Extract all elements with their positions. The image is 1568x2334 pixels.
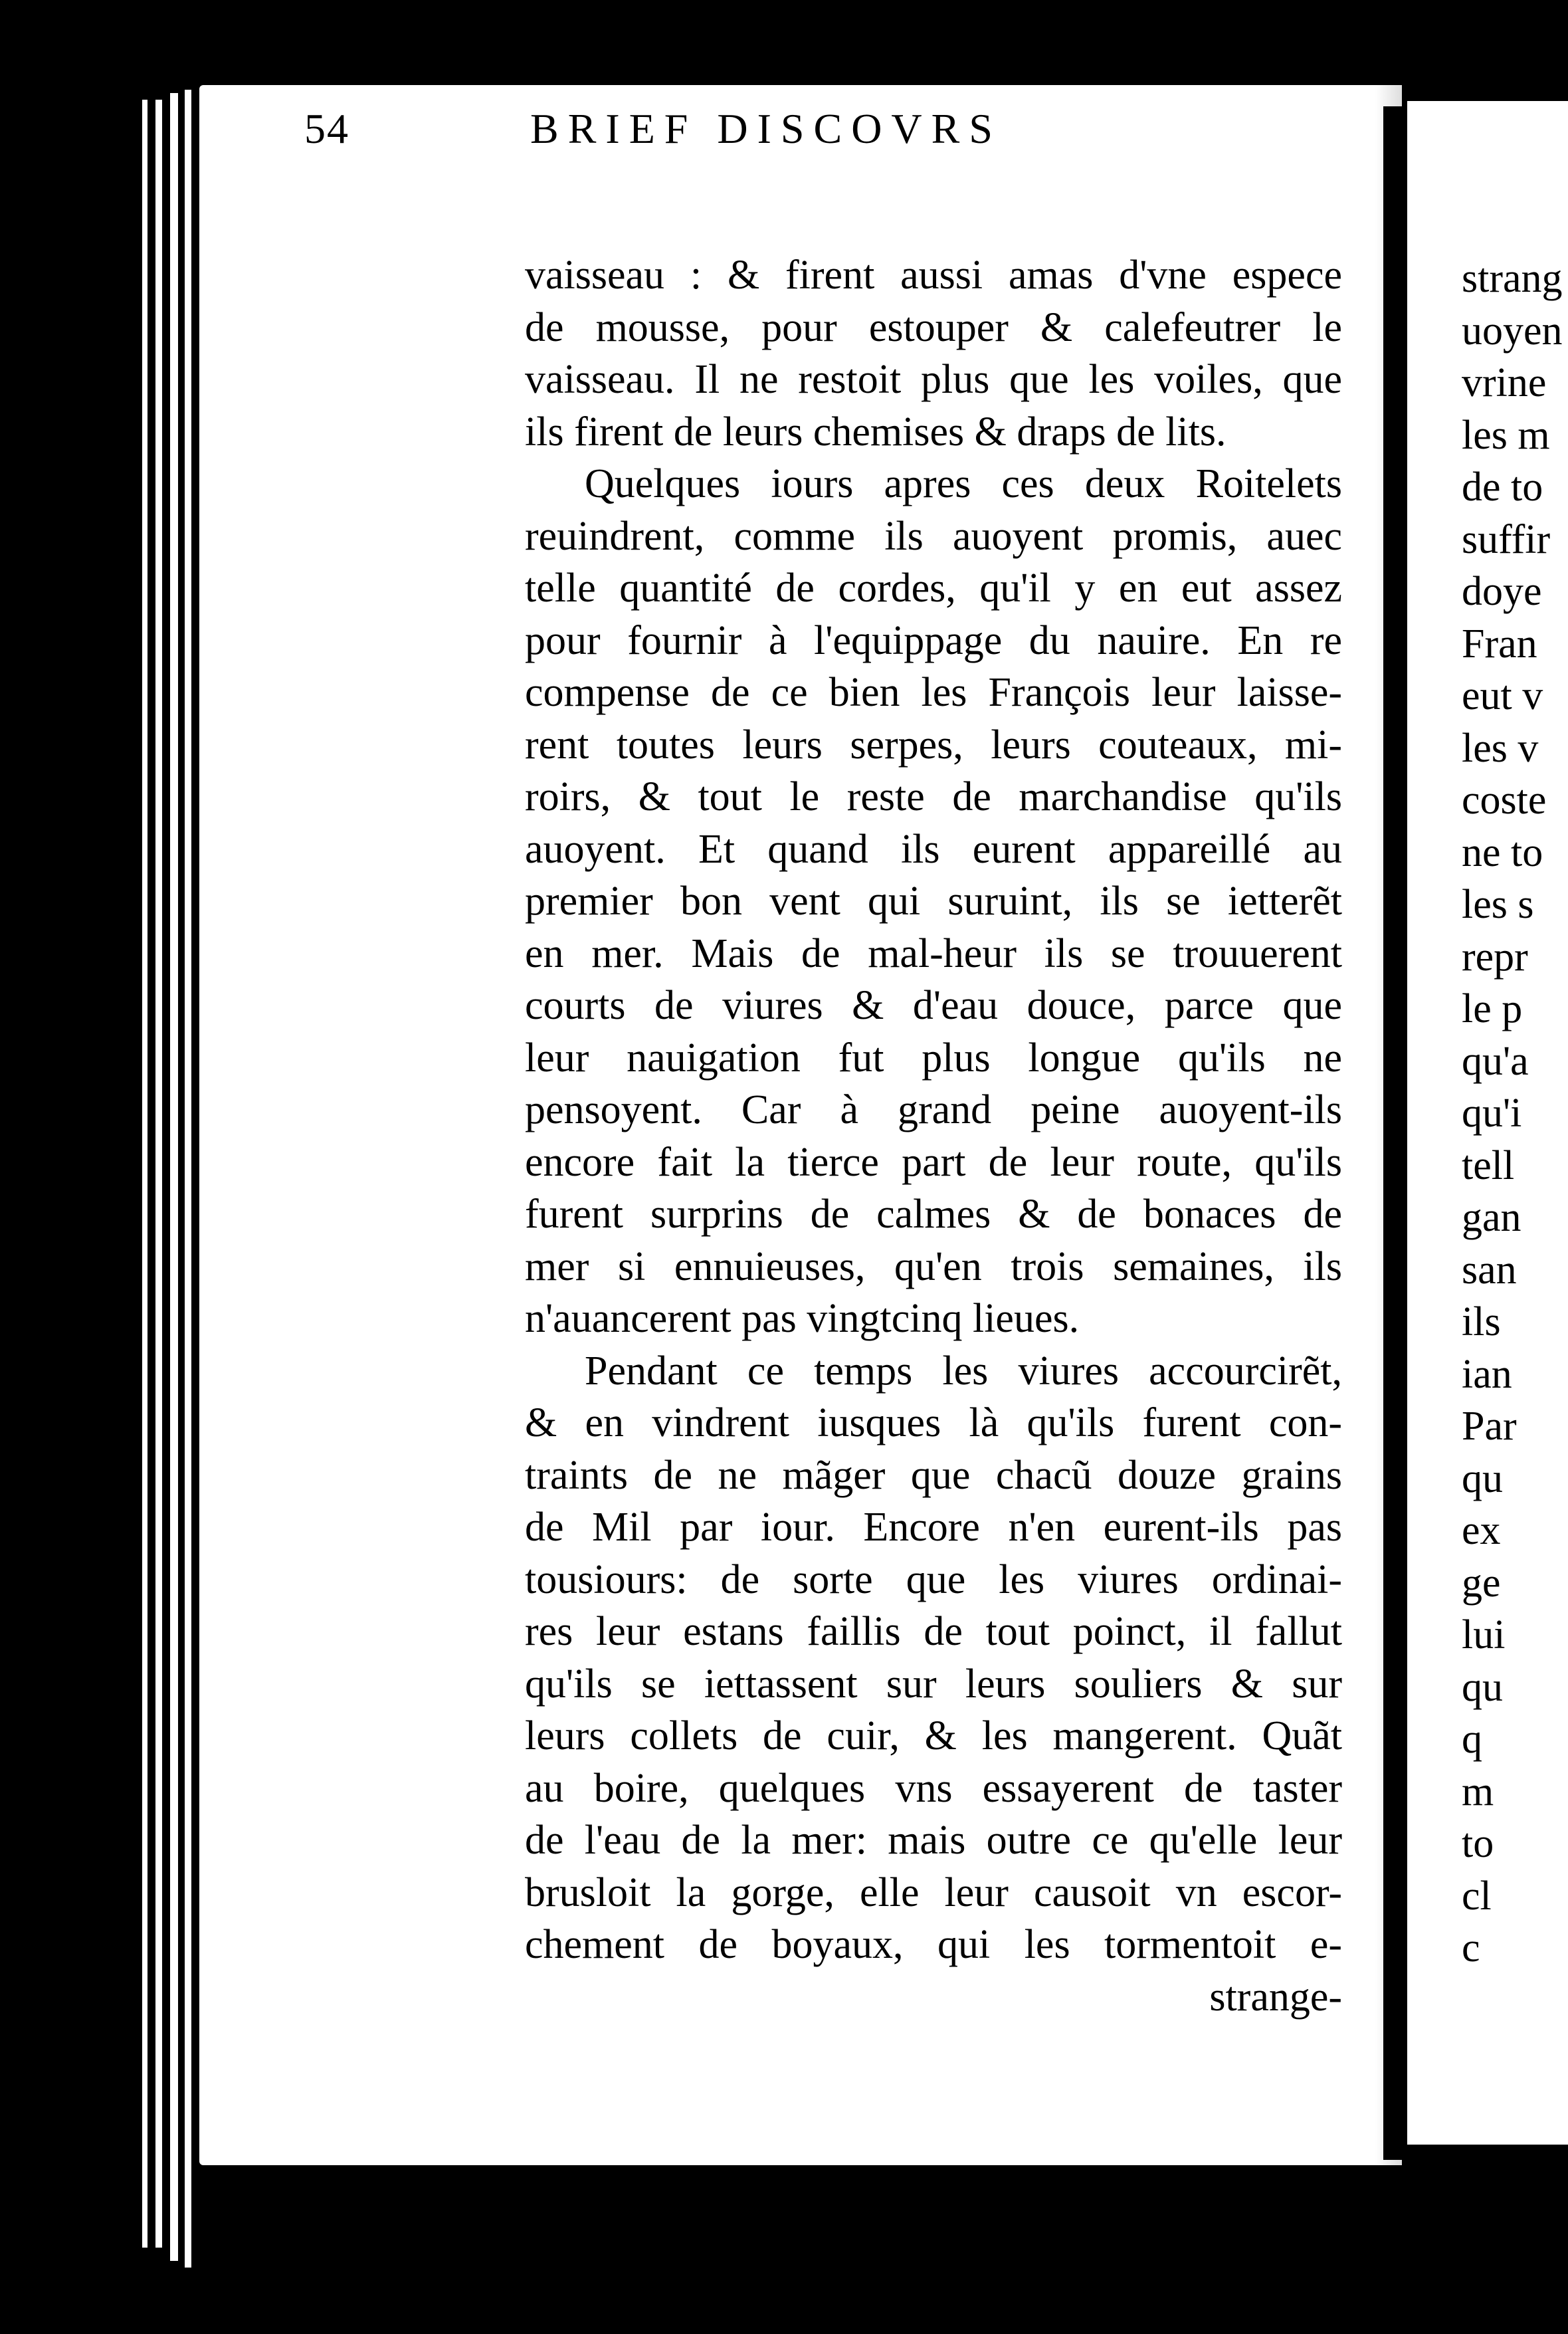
right-page-line: tell [1462, 1142, 1515, 1188]
right-page-line: c [1462, 1925, 1480, 1970]
text-line: pour fournir à l'equippage du nauire. En re [525, 617, 1342, 663]
text-line: qu'ils se iettassent sur leurs souliers & sur [525, 1661, 1342, 1707]
text-line: encore fait la tierce part de leur route, qu'ils [525, 1139, 1342, 1185]
text-line: courts de viures & d'eau douce, parce que [525, 983, 1342, 1028]
text-line: pensoyent. Car à grand peine auoyent-ils [525, 1087, 1342, 1132]
text-line: roirs, & tout le reste de marchandise qu'ils [525, 774, 1342, 819]
text-line: ils firent de leurs chemises & draps de lits. [525, 409, 1226, 455]
right-page-line: ne to [1462, 829, 1543, 875]
right-page-line: doye [1462, 569, 1542, 614]
right-page-line: ils [1462, 1299, 1501, 1344]
text-line: auoyent. Et quand ils eurent appareillé au [525, 826, 1342, 872]
text-line: res leur estans faillis de tout poinct, il fallut [525, 1609, 1342, 1654]
right-page-line: lui [1462, 1612, 1506, 1657]
right-page-line: m [1462, 1768, 1494, 1814]
book-spine [1383, 106, 1407, 2160]
header-title: BRIEF DISCOVRS [530, 105, 1002, 152]
text-line: leur nauigation fut plus longue qu'ils ne [525, 1035, 1342, 1081]
right-page-text [1462, 253, 1568, 1974]
text-line: rent toutes leurs serpes, leurs couteaux, mi- [525, 722, 1342, 768]
text-line: au boire, quelques vns essayerent de taster [525, 1765, 1342, 1811]
text-line: vaisseau : & firent aussi amas d'vne espece [525, 253, 1342, 298]
text-line: Pendant ce temps les viures accourcirẽt, [585, 1348, 1342, 1394]
right-page-line: strang [1462, 256, 1563, 301]
text-line: de Mil par iour. Encore n'en eurent-ils pas [525, 1505, 1342, 1550]
text-line: leurs collets de cuir, & les mangerent. Quãt [525, 1713, 1342, 1758]
text-line: telle quantité de cordes, qu'il y en eut assez [525, 566, 1342, 611]
text-line: tousiours: de sorte que les viures ordinai- [525, 1556, 1342, 1602]
right-page-line: coste [1462, 778, 1547, 823]
right-page-line: ge [1462, 1560, 1501, 1606]
right-page-line: qu'i [1462, 1091, 1522, 1136]
page-number: 54 [304, 105, 349, 152]
right-page-line: qu'a [1462, 1038, 1529, 1084]
right-page-line: eut v [1462, 673, 1543, 718]
right-page-line: qu [1462, 1455, 1503, 1501]
text-line: strange- [1209, 1974, 1342, 2020]
text-line: chement de boyaux, qui les tormentoit e- [525, 1922, 1342, 1967]
right-page-line: suffir [1462, 516, 1551, 562]
right-page-line: san [1462, 1247, 1517, 1293]
right-page-line: ian [1462, 1351, 1512, 1397]
right-page-line: uoyen [1462, 308, 1563, 354]
right-page-line: to [1462, 1821, 1494, 1866]
book-edge [170, 93, 178, 2261]
text-line: en mer. Mais de mal-heur ils se trouuerent [525, 930, 1342, 976]
text-line: vaisseau. Il ne restoit plus que les voiles, que [525, 357, 1342, 402]
text-line: mer si ennuieuses, qu'en trois semaines, ils [525, 1243, 1342, 1289]
right-page-line: repr [1462, 934, 1528, 980]
text-line: furent surprins de calmes & de bonaces de [525, 1192, 1342, 1237]
running-head [304, 104, 1168, 171]
right-page-line: ex [1462, 1508, 1501, 1553]
right-page-line: Fran [1462, 621, 1537, 667]
body-text [525, 249, 1342, 2023]
text-line: reuindrent, comme ils auoyent promis, auec [525, 513, 1342, 559]
text-line: Quelques iours apres ces deux Roitelets [585, 461, 1342, 506]
right-page-line: les m [1462, 412, 1550, 458]
text-line: brusloit la gorge, elle leur causoit vn escor- [525, 1869, 1342, 1915]
text-line: de l'eau de la mer: mais outre ce qu'elle leur [525, 1818, 1342, 1863]
book-edge [185, 90, 191, 2268]
book-edge [155, 100, 162, 2248]
right-page-line: Par [1462, 1404, 1517, 1449]
right-page-line: q [1462, 1717, 1482, 1762]
text-line: premier bon vent qui suruint, ils se ietterẽt [525, 879, 1342, 924]
right-page-line: de to [1462, 465, 1543, 510]
book-edge [142, 100, 147, 2248]
right-page-line: vrine [1462, 360, 1547, 405]
right-page-line: qu [1462, 1664, 1503, 1710]
right-page-line: les s [1462, 882, 1534, 927]
right-page-line: le p [1462, 986, 1523, 1031]
right-page-line: cl [1462, 1873, 1492, 1919]
right-page-line: les v [1462, 725, 1539, 771]
right-page-line: gan [1462, 1195, 1521, 1240]
text-line: compense de ce bien les François leur laisse- [525, 670, 1342, 715]
text-line: & en vindrent iusques là qu'ils furent con- [525, 1400, 1342, 1445]
text-line: de mousse, pour estouper & calefeutrer le [525, 304, 1342, 350]
text-line: traints de ne mãger que chacũ douze grains [525, 1452, 1342, 1498]
text-line: n'auancerent pas vingtcinq lieues. [525, 1296, 1080, 1341]
